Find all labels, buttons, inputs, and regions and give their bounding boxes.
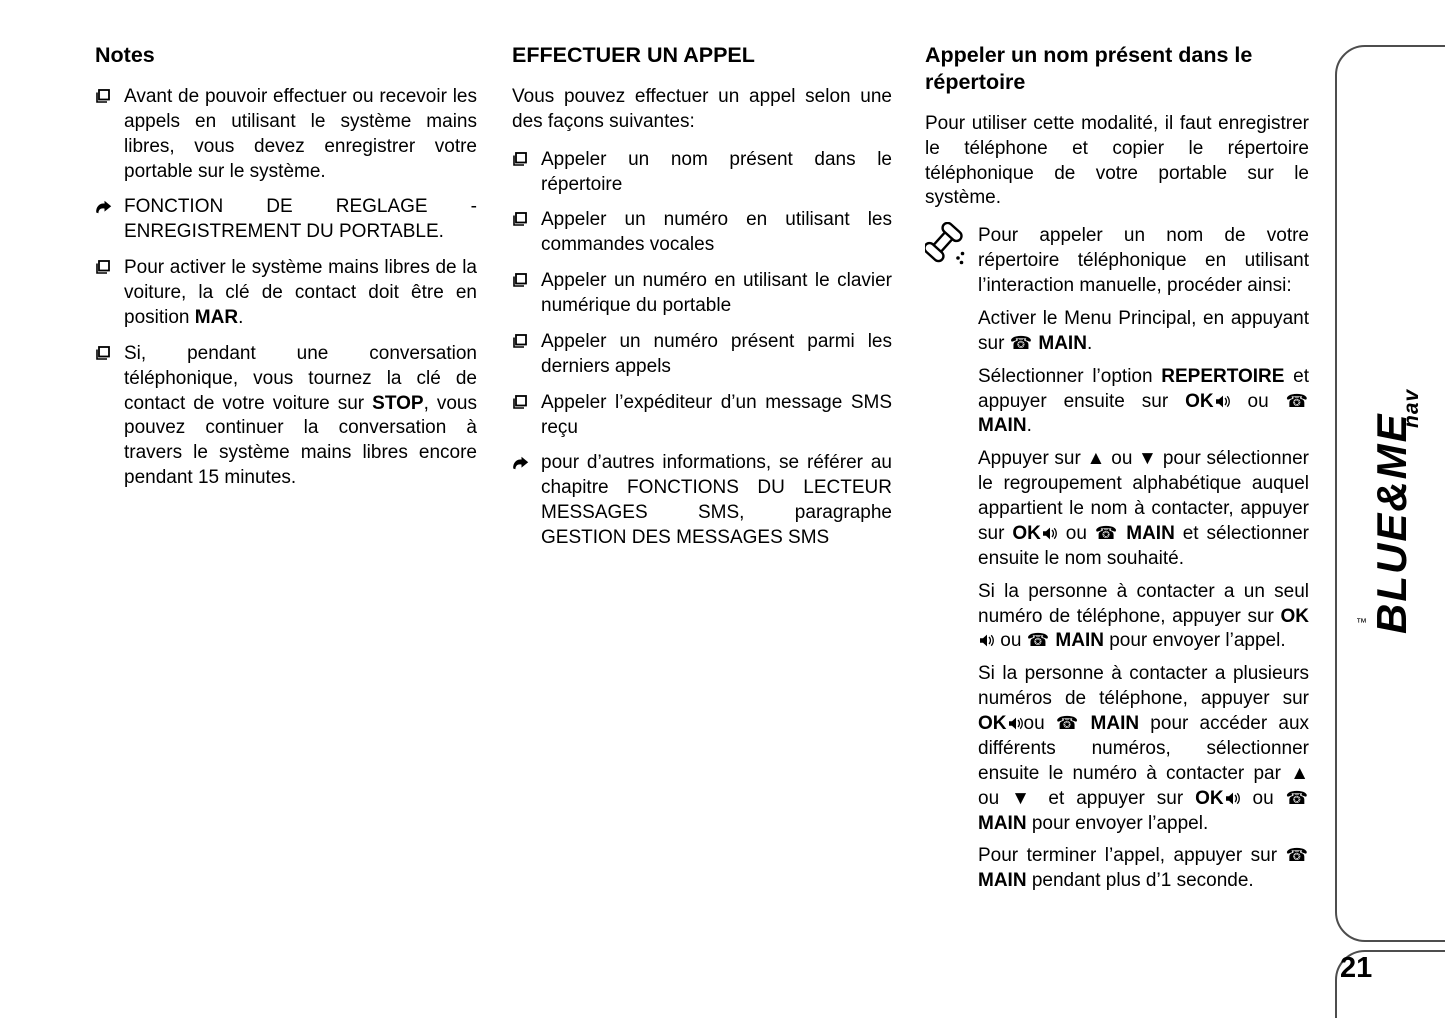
text-run: ou (1023, 713, 1056, 734)
instruction-step (978, 307, 1309, 357)
checkbox-bullet-icon (513, 212, 527, 226)
text-run: ou (995, 630, 1027, 652)
brand-logo: BLUE&ME (1368, 412, 1415, 634)
block-text (541, 209, 892, 255)
text-run: pendant plus d’1 seconde. (1026, 870, 1254, 892)
cross-reference-item (95, 195, 477, 245)
text-run: ▼ (1138, 448, 1158, 470)
checkbox-bullet-icon (96, 346, 110, 360)
text-run: MAIN (1079, 713, 1140, 734)
text-run: OK (1012, 522, 1041, 544)
notes-blocks (95, 85, 477, 491)
block-text (978, 448, 1309, 569)
block-text (541, 392, 892, 438)
text-run: Appeler l’expéditeur d’un message SMS reçu (541, 391, 892, 438)
block-text (124, 257, 477, 328)
block-text (925, 113, 1309, 209)
voice-speaker-icon (979, 633, 994, 648)
arrow-bullet-icon (95, 200, 112, 215)
text-run: Sélectionner l’option (978, 365, 1162, 387)
text-run: MAIN (1050, 630, 1104, 652)
text-run: et appuyer sur (1036, 787, 1196, 809)
text-run: . (1026, 415, 1032, 437)
block-text (978, 225, 1309, 296)
text-run: MAIN (978, 812, 1027, 834)
bulleted-item (95, 256, 477, 331)
text-run: ▲ (1290, 762, 1309, 784)
block-text (978, 366, 1309, 437)
text-run: OK (1280, 605, 1309, 627)
block-text (512, 86, 892, 132)
arrow-bullet-icon (512, 456, 529, 471)
text-run: ou (1230, 390, 1286, 412)
text-run: , vous pouvez continuer la conversation à travers le système mains libres encore pendant 15 minutes. (124, 392, 477, 489)
voice-speaker-icon (1225, 791, 1240, 806)
phone-handset-icon: ☎ (1055, 713, 1079, 733)
phone-handset-icon: ☎ (1094, 522, 1118, 543)
text-run: pour accéder aux différents numéros, sélectionner ensuite le numéro à contacter par (978, 713, 1310, 784)
checkbox-bullet-icon (513, 395, 527, 409)
bulleted-item (512, 330, 892, 380)
make-a-call-blocks (512, 85, 892, 551)
text-run: Pour utiliser cette modalité, il faut enregistrer le téléphone et copier le répertoire téléphonique de votre portable sur le système. (925, 112, 1309, 209)
page-number: 21 (1340, 952, 1373, 984)
text-run: Si la personne à contacter a un seul numéro de téléphone, appuyer sur (978, 580, 1309, 627)
checkbox-bullet-icon (513, 334, 527, 348)
column-call-directory-name (925, 42, 1309, 902)
phone-handset-icon: ☎ (1285, 845, 1308, 866)
text-run: Appeler un nom présent dans le répertoire (541, 148, 892, 195)
bulleted-item (95, 342, 477, 491)
tip-paragraph (925, 224, 1309, 299)
phone-handset-icon: ☎ (1285, 390, 1308, 411)
text-run: Vous pouvez effectuer un appel selon une des façons suivantes: (512, 85, 892, 132)
handset-tip-icon (925, 222, 967, 268)
text-run: Activer le Menu Principal, en appuyant sur (978, 307, 1309, 354)
text-run: FONCTION DE REGLAGE - ENREGISTREMENT DU PORTABLE. (124, 196, 477, 243)
block-text (541, 270, 892, 316)
text-run: OK (1185, 390, 1214, 412)
block-text (978, 663, 1309, 833)
text-run: Appeler un numéro présent parmi les derniers appels (541, 330, 892, 377)
text-run: ▼ (1011, 787, 1037, 809)
checkbox-bullet-icon (96, 89, 110, 103)
block-text (978, 308, 1309, 354)
text-run: ou (1105, 448, 1139, 470)
block-text (541, 452, 892, 548)
text-run: pour d’autres informations, se référer au chapitre FONCTIONS DU LECTEUR MESSAGES SMS, paragraphe GESTION DES MESSAGES SMS (541, 452, 892, 548)
voice-speaker-icon (1215, 394, 1230, 409)
block-text (124, 196, 477, 242)
block-text (124, 86, 477, 182)
bulleted-item (512, 208, 892, 258)
phone-handset-icon: ☎ (1009, 332, 1033, 353)
text-run: OK (1195, 787, 1224, 809)
voice-speaker-icon (1008, 716, 1023, 731)
block-text (124, 343, 477, 488)
column-notes (95, 42, 477, 502)
block-text (978, 845, 1309, 891)
instruction-step (978, 580, 1309, 655)
text-run: pour sélectionner le regroupement alphabétique auquel appartient le nom à contacter, appuyer sur (978, 448, 1309, 544)
text-run: OK (978, 713, 1007, 734)
text-run: Si, pendant une conversation téléphonique, vous tournez la clé de contact de votre voiture sur (124, 342, 477, 414)
text-run: Appeler un numéro en utilisant le clavier numérique du portable (541, 270, 892, 316)
text-run: Pour activer le système mains libres de la voiture, la clé de contact doit être en position (124, 257, 477, 328)
section-title-call-directory-name: Appeler un nom présent dans le répertoire (925, 43, 1253, 94)
section-title-notes: Notes (95, 43, 155, 67)
cross-reference-item (512, 451, 892, 551)
column-make-a-call (512, 42, 892, 562)
text-run: Pour appeler un nom de votre répertoire téléphonique en utilisant l’interaction manuelle, procéder ainsi: (978, 225, 1309, 296)
brand-logo-nav: nav (1400, 388, 1423, 428)
text-run: ou (1240, 787, 1286, 809)
text-run: pour envoyer l’appel. (1103, 630, 1286, 652)
text-run: MAIN (1033, 332, 1087, 354)
text-run: et appuyer ensuite sur (978, 365, 1310, 412)
block-text (978, 581, 1309, 652)
text-run: Avant de pouvoir effectuer ou recevoir les appels en utilisant le système mains libres, vous devez enregistrer votre portable sur le système. (124, 85, 477, 182)
instruction-step (978, 447, 1309, 571)
paragraph (512, 85, 892, 135)
text-run: MAIN (1118, 522, 1175, 544)
bulleted-item (512, 148, 892, 198)
text-run: MAIN (978, 870, 1027, 892)
checkbox-bullet-icon (96, 260, 110, 274)
text-run: MAIN (978, 415, 1027, 437)
instruction-step (978, 844, 1309, 894)
instruction-step (978, 662, 1309, 836)
instruction-step (978, 365, 1309, 440)
checkbox-bullet-icon (513, 273, 527, 287)
text-run: STOP (372, 392, 424, 414)
text-run: Appuyer sur (978, 448, 1087, 470)
block-text (541, 331, 892, 377)
checkbox-bullet-icon (513, 152, 527, 166)
text-run: . (1086, 332, 1093, 354)
phone-handset-icon: ☎ (1026, 630, 1050, 651)
bulleted-item (95, 85, 477, 185)
trademark-symbol: ™ (1356, 617, 1367, 629)
text-run: Appeler un numéro en utilisant les commandes vocales (541, 209, 892, 256)
phone-handset-icon: ☎ (1285, 787, 1308, 808)
paragraph (925, 112, 1309, 212)
bulleted-item (512, 269, 892, 319)
text-run: Si la personne à contacter a plusieurs numéros de téléphone, appuyer sur (978, 663, 1309, 710)
text-run: REPERTOIRE (1161, 365, 1285, 387)
directory-blocks (925, 112, 1309, 894)
text-run: Pour terminer l’appel, appuyer sur (978, 845, 1286, 867)
voice-speaker-icon (1042, 526, 1057, 541)
text-run: pour envoyer l’appel. (1026, 812, 1209, 834)
text-run: MAR (194, 306, 239, 328)
section-title-make-a-call: EFFECTUER UN APPEL (512, 43, 755, 67)
text-run: et sélectionner ensuite le nom souhaité. (978, 522, 1309, 569)
text-run: ou (978, 787, 1012, 809)
text-run: ▲ (1086, 448, 1106, 470)
bulleted-item (512, 391, 892, 441)
text-run: . (238, 306, 244, 328)
block-text (541, 149, 892, 195)
text-run: ou (1057, 522, 1095, 544)
